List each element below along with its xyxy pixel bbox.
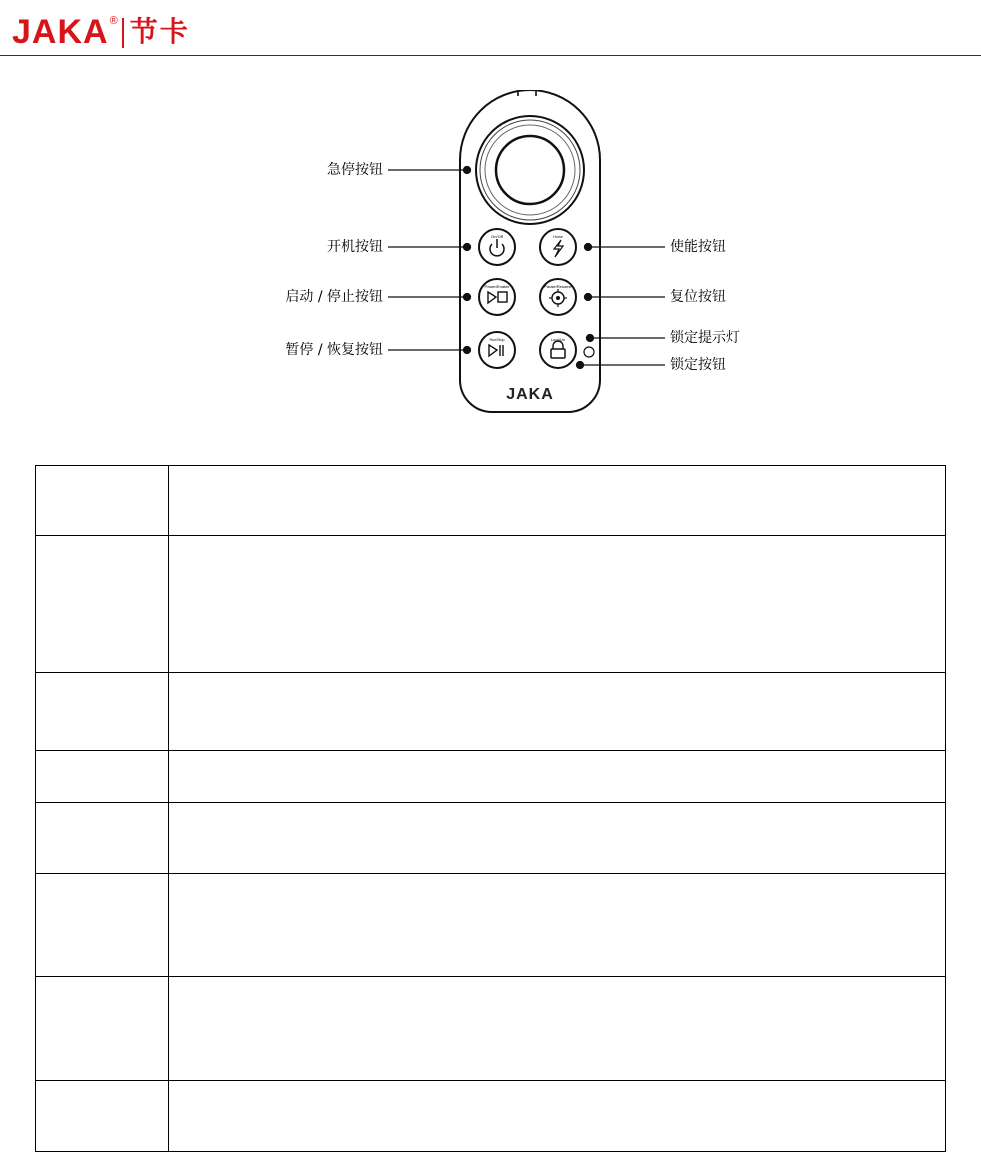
label-estop-button: 急停按钮 [327, 162, 383, 178]
logo-divider [122, 18, 124, 48]
label-lock-indicator: 锁定提示灯 [670, 330, 740, 346]
table-cell-desc [169, 803, 946, 874]
label-power-on-button: 开机按钮 [327, 239, 383, 255]
label-enable-button: 使能按钮 [670, 239, 726, 255]
controller-illustration [0, 90, 981, 420]
button-description-table [35, 465, 946, 1152]
label-reset-button: 复位按钮 [670, 289, 726, 305]
button-caption: On/Off [491, 234, 503, 239]
header-rule [0, 55, 981, 56]
label-pause-resume-button: 暂停 / 恢复按钮 [285, 342, 383, 358]
button-caption: Run/Stop [489, 338, 505, 342]
power-enable-button [540, 229, 576, 265]
table-cell-name [36, 466, 169, 536]
table-row [36, 1081, 946, 1152]
pause-resume-button [479, 332, 515, 368]
page-header [0, 0, 981, 56]
table-cell-name [36, 874, 169, 977]
table-row [36, 466, 946, 536]
table-cell-name [36, 536, 169, 673]
table-row [36, 977, 946, 1081]
leader-lines-left [388, 167, 471, 354]
button-caption: Pause/Resume [544, 284, 572, 289]
table-cell-name [36, 803, 169, 874]
table-cell-name [36, 751, 169, 803]
table-cell-name [36, 977, 169, 1081]
table-cell-desc [169, 751, 946, 803]
lock-button [540, 332, 576, 368]
table-cell-desc [169, 977, 946, 1081]
button-caption: Home [553, 235, 563, 239]
estop-cap [496, 136, 564, 204]
button-caption: Power/Enable [484, 284, 510, 289]
registered-mark: ® [109, 15, 118, 27]
table-row [36, 536, 946, 673]
run-stop-button [479, 279, 515, 315]
table-row [36, 751, 946, 803]
home-button [540, 279, 576, 315]
table-cell-desc [169, 874, 946, 977]
lock-indicator-light [584, 347, 594, 357]
table-cell-name [36, 1081, 169, 1152]
table-cell-desc [169, 536, 946, 673]
button-caption: Lock/Un [551, 338, 565, 342]
table-cell-name [36, 673, 169, 751]
table-cell-desc [169, 673, 946, 751]
jaka-logo [12, 12, 190, 52]
on-off-button [479, 229, 515, 265]
table-row [36, 673, 946, 751]
logo-text: JAKA [12, 13, 109, 51]
table-cell-desc [169, 1081, 946, 1152]
controller-figure [0, 90, 981, 420]
logo-chinese: 节卡 [129, 15, 190, 48]
device-brand: JAKA [506, 386, 554, 403]
label-start-stop-button: 启动 / 停止按钮 [285, 289, 383, 305]
label-lock-button: 锁定按钮 [670, 357, 726, 373]
table-row [36, 874, 946, 977]
table-row [36, 803, 946, 874]
table-cell-desc [169, 466, 946, 536]
